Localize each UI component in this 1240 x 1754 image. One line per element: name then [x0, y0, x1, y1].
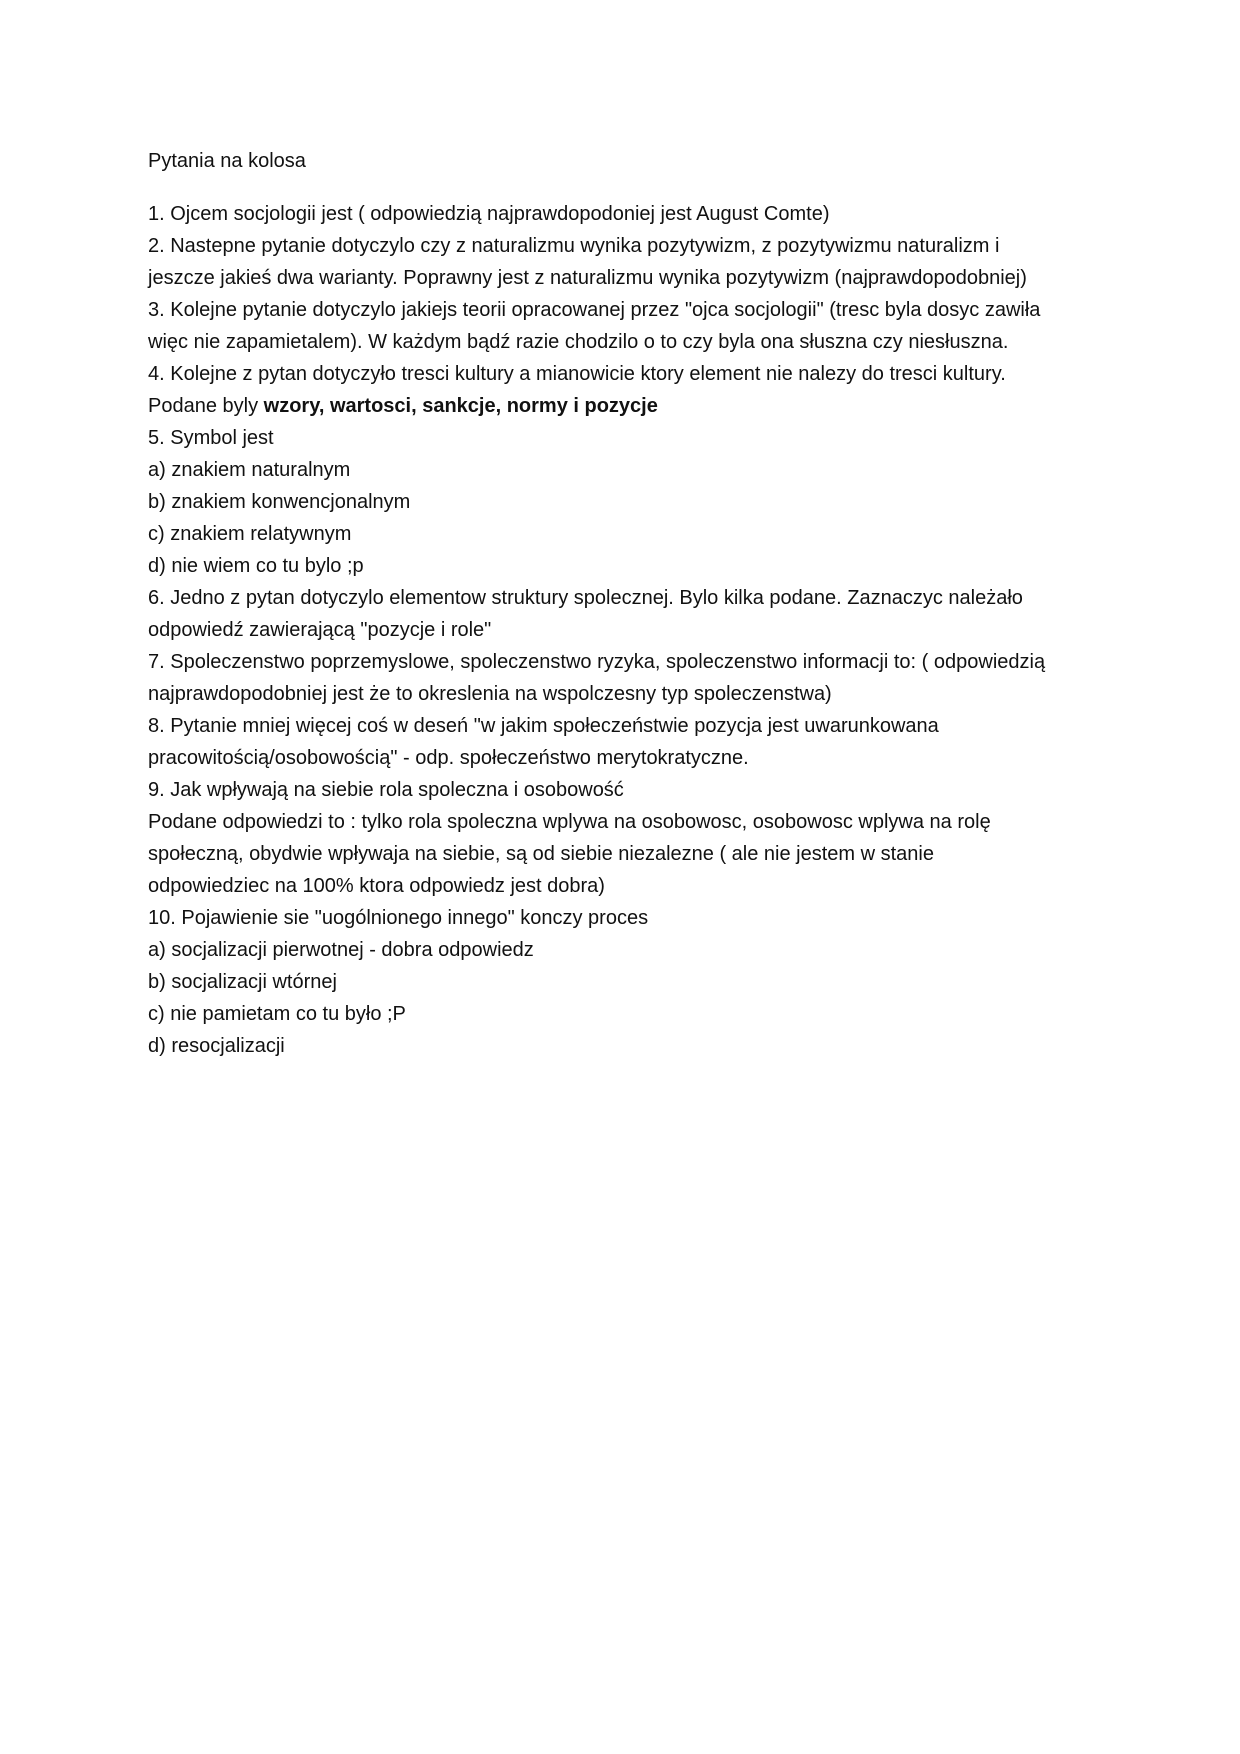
text-body [148, 198, 1108, 1062]
document-title: Pytania na kolosa [148, 150, 306, 172]
text-line: społeczną, obydwie wpływaja na siebie, są od siebie niezalezne ( ale nie jestem w stanie [148, 843, 934, 865]
text-fragment: Podane byly [148, 395, 264, 417]
text-line: 10. Pojawienie sie "uogólnionego innego" konczy proces [148, 907, 649, 929]
text-line: b) socjalizacji wtórnej [148, 971, 337, 993]
text-line: b) znakiem konwencjonalnym [148, 491, 411, 513]
text-line: c) znakiem relatywnym [148, 523, 352, 545]
text-line-with-bold [148, 390, 1108, 422]
text-line: więc nie zapamietalem). W każdym bądź razie chodzilo o to czy byla ona słuszna czy niesłuszna. [148, 331, 1009, 353]
text-line: 4. Kolejne z pytan dotyczyło tresci kultury a mianowicie ktory element nie nalezy do tresci kultury. [148, 363, 1006, 385]
bold-fragment: wzory, wartosci, sankcje, normy i pozycje [263, 395, 658, 417]
text-line: d) nie wiem co tu bylo ;p [148, 555, 364, 577]
text-line: c) nie pamietam co tu było ;P [148, 1003, 406, 1025]
text-line: 2. Nastepne pytanie dotyczylo czy z naturalizmu wynika pozytywizm, z pozytywizmu naturalizm i [148, 235, 1000, 257]
text-line: 6. Jedno z pytan dotyczylo elementow struktury spolecznej. Bylo kilka podane. Zaznaczyc należało [148, 587, 1023, 609]
text-line: 3. Kolejne pytanie dotyczylo jakiejs teorii opracowanej przez "ojca socjologii" (tresc byla dosyc zawiła [148, 299, 1041, 321]
text-line: 1. Ojcem socjologii jest ( odpowiedzią najprawdopodoniej jest August Comte) [148, 203, 830, 225]
text-line: Podane odpowiedzi to : tylko rola spoleczna wplywa na osobowosc, osobowosc wplywa na rolę [148, 811, 991, 833]
document-content [148, 145, 1108, 1062]
text-line: a) socjalizacji pierwotnej - dobra odpowiedz [148, 939, 534, 961]
text-line: d) resocjalizacji [148, 1035, 285, 1057]
text-line: a) znakiem naturalnym [148, 459, 351, 481]
text-line: najprawdopodobniej jest że to okreslenia na wspolczesny typ spoleczenstwa) [148, 683, 832, 705]
text-line: jeszcze jakieś dwa warianty. Poprawny jest z naturalizmu wynika pozytywizm (najprawdopodobniej) [148, 267, 1027, 289]
text-line: 7. Spoleczenstwo poprzemyslowe, spoleczenstwo ryzyka, spoleczenstwo informacji to: ( odpowiedzią [148, 651, 1046, 673]
text-line: odpowiedź zawierającą "pozycje i role" [148, 619, 492, 641]
text-line: pracowitością/osobowością" - odp. społeczeństwo merytokratyczne. [148, 747, 749, 769]
text-line: 8. Pytanie mniej więcej coś w deseń "w jakim społeczeństwie pozycja jest uwarunkowana [148, 715, 939, 737]
text-line: odpowiedziec na 100% ktora odpowiedz jest dobra) [148, 875, 605, 897]
text-line: 9. Jak wpływają na siebie rola spoleczna i osobowość [148, 779, 624, 801]
text-line: 5. Symbol jest [148, 427, 274, 449]
